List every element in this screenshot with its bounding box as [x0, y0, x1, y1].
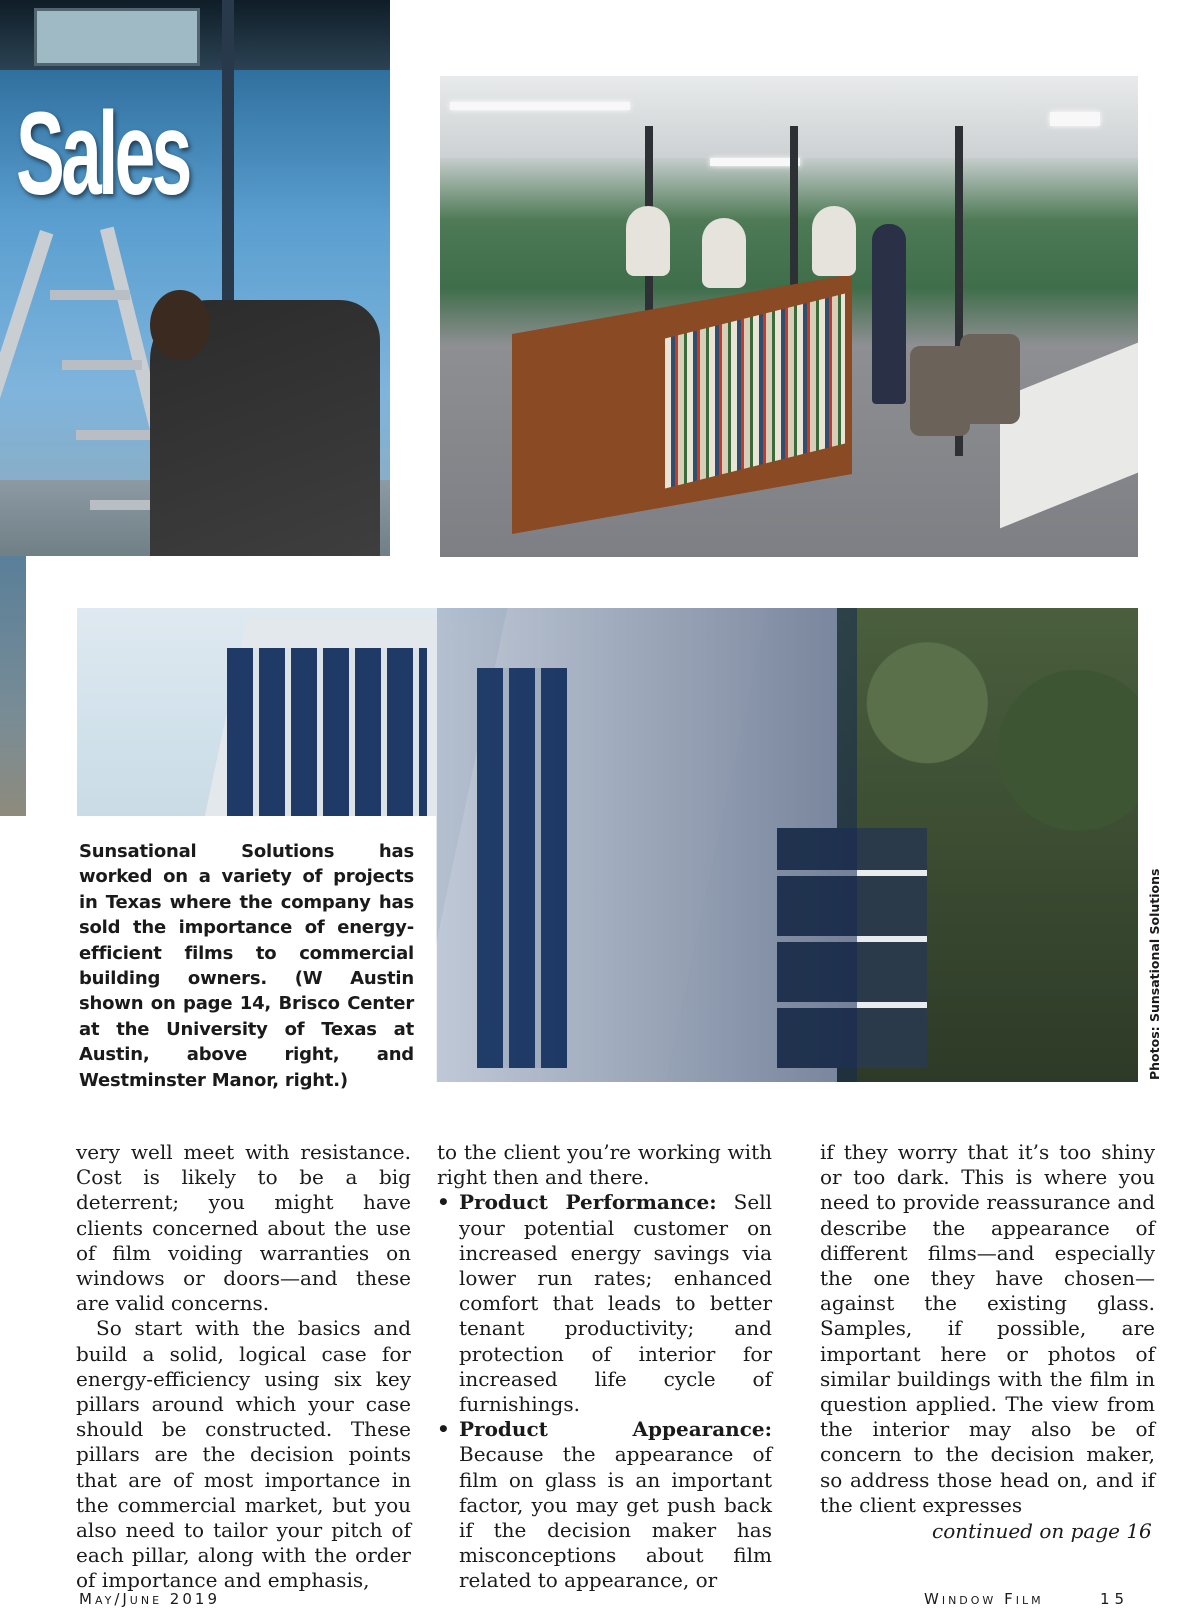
bullet-dot: •: [437, 1417, 450, 1442]
paragraph: to the client you’re working with right then and there.: [437, 1140, 772, 1190]
bullet-label: Product Appearance:: [459, 1417, 772, 1442]
paragraph: So start with the basics and build a solid, logical case for energy-efficiency using six key pillars around which your case should be constructed. These pillars are the decision points that are of most importance in the commercial market, but you also need to tailor your pitch of each pillar, along with the order of importance and emphasis,: [76, 1316, 411, 1593]
bullet-product-performance: [437, 1190, 772, 1417]
bullet-text: Because the appearance of film on glass is an important factor, you may get push back if the decision maker has misconceptions about film related to appearance, or: [459, 1442, 772, 1593]
article-column-1: [76, 1140, 411, 1594]
paragraph: if they worry that it’s too shiny or too dark. This is where you need to provide reassurance and describe the appearance of different films—and especially the one they have chosen—against the existing glass. Samples, if possible, are important here or photos of similar buildings with the film in question applied. The view from the interior may also be of concern to the decision maker, so address those head on, and if the client expresses: [820, 1140, 1155, 1517]
footer-magazine: Window Film: [924, 1590, 1044, 1608]
installer-photo: [0, 0, 390, 556]
page-number: 15: [1100, 1590, 1130, 1608]
bullet-dot: •: [437, 1190, 450, 1215]
continued-notice: continued on page 16: [932, 1519, 1152, 1543]
photo-caption: Sunsational Solutions has worked on a variety of projects in Texas where the company has sold the importance of energy-efficient films to commercial building owners. (W Austin shown on page 14, Brisco Center at the University of Texas at Austin, above right, and Westminster Manor, right.): [79, 841, 414, 1091]
paragraph: very well meet with resistance. Cost is likely to be a big deterrent; you might have clients concerned about the use of film voiding warranties on windows or doors—and these are valid concerns.: [76, 1140, 411, 1316]
bullet-product-appearance: [437, 1417, 772, 1593]
library-photo: [440, 76, 1138, 557]
bullet-label: Product Performance:: [459, 1190, 717, 1215]
article-column-2: [437, 1140, 772, 1594]
article-column-3: [820, 1140, 1155, 1518]
footer-issue: May/June 2019: [79, 1590, 220, 1608]
photo-credit: Photos: Sunsational Solutions: [1147, 868, 1162, 1080]
bullet-text: Sell your potential customer on increased energy savings via lower run rates; enhanced comfort that leads to better tenant productivity; and protection of interior for increased life cycle of furnishings.: [459, 1190, 773, 1417]
section-title: Sales: [16, 88, 189, 220]
